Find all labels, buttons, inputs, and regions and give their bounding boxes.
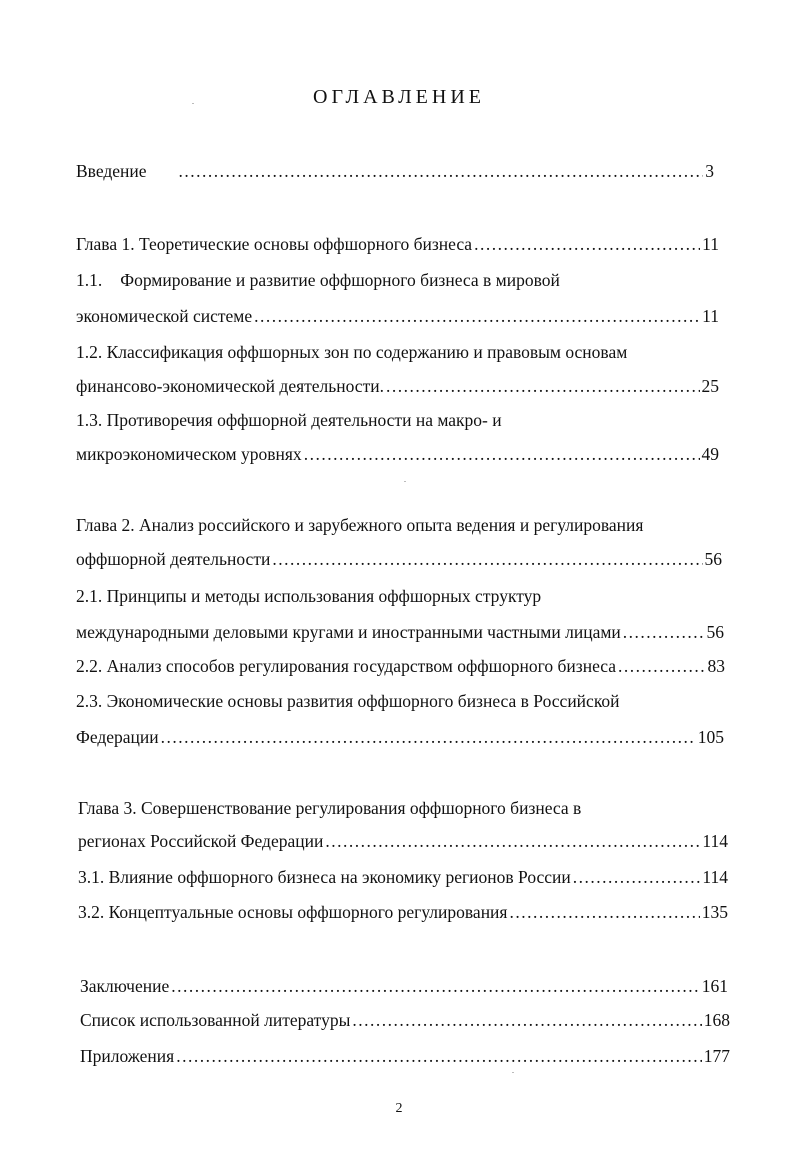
toc-entry-text: 3.1. Влияние оффшорного бизнеса на экономику регионов России xyxy=(78,867,571,887)
toc-entry-text: финансово-экономической деятельности. xyxy=(76,376,384,396)
scan-speck xyxy=(512,1072,514,1073)
toc-page-number: 161 xyxy=(701,976,728,996)
toc-entry-text: Список использованной литературы xyxy=(80,1010,351,1030)
scan-speck xyxy=(192,103,194,104)
dot-leader xyxy=(474,233,700,255)
toc-entry-text: 2.2. Анализ способов регулирования государством оффшорного бизнеса xyxy=(76,656,617,676)
dot-leader xyxy=(352,1009,701,1031)
toc-entry-text: Глава 1. Теоретические основы оффшорного бизнеса xyxy=(76,234,473,254)
dot-leader xyxy=(325,830,700,852)
toc-page-number: 168 xyxy=(703,1010,730,1030)
dot-leader xyxy=(573,866,701,888)
toc-page-number: 56 xyxy=(704,549,722,569)
toc-entry-text: Федерации xyxy=(76,727,159,747)
page-number: 2 xyxy=(395,1101,403,1116)
scan-speck xyxy=(404,481,406,482)
toc-page-number: 25 xyxy=(701,376,719,396)
toc-chapter-3 xyxy=(78,830,728,852)
toc-entry-intro xyxy=(76,160,714,182)
dot-leader xyxy=(304,443,700,465)
toc-entry-text: экономической системе xyxy=(76,306,253,326)
toc-entry-text: 3.2. Концептуальные основы оффшорного регулирования xyxy=(78,902,508,922)
toc-section-2-1 xyxy=(76,621,724,643)
toc-page-number: 11 xyxy=(702,234,719,254)
dot-leader xyxy=(618,655,705,677)
toc-chapter-1 xyxy=(76,233,719,255)
toc-page-number: 56 xyxy=(706,622,724,642)
toc-entry-text: Формирование и развитие оффшорного бизнеса в мировой xyxy=(120,270,560,290)
toc-entry-text: международными деловыми кругами и иностранными частными лицами xyxy=(76,622,621,642)
toc-section-2-1-line1: 2.1. Принципы и методы использования оффшорных структур xyxy=(76,586,542,606)
toc-section-2-3 xyxy=(76,726,724,748)
dot-leader xyxy=(161,726,696,748)
toc-page-number: 11 xyxy=(702,306,719,326)
dot-leader xyxy=(171,975,700,997)
toc-entry-text: микроэкономическом уровнях xyxy=(76,444,302,464)
dot-leader xyxy=(179,160,704,182)
toc-section-1-1 xyxy=(76,305,719,327)
dot-leader xyxy=(509,901,699,923)
toc-page-number: 3 xyxy=(705,161,714,181)
toc-section-3-1 xyxy=(78,866,728,888)
toc-page-number: 135 xyxy=(701,902,728,922)
toc-entry-conclusion xyxy=(80,975,728,997)
toc-entry-text: оффшорной деятельности xyxy=(76,549,271,569)
toc-page-number: 49 xyxy=(701,444,719,464)
toc-page-number: 83 xyxy=(707,656,725,676)
toc-section-1-2-line1: 1.2. Классификация оффшорных зон по содержанию и правовым основам xyxy=(76,342,628,362)
dot-leader xyxy=(176,1045,702,1067)
toc-section-number: 1.1. xyxy=(76,270,103,290)
toc-page-number: 177 xyxy=(703,1046,730,1066)
toc-entry-references xyxy=(80,1009,730,1031)
toc-section-1-2 xyxy=(76,375,719,397)
toc-entry-text: Введение xyxy=(76,161,147,181)
dot-leader xyxy=(623,621,705,643)
toc-section-2-3-line1: 2.3. Экономические основы развития оффшорного бизнеса в Российской xyxy=(76,691,620,711)
toc-entry-text: регионах Российской Федерации xyxy=(78,831,324,851)
toc-chapter-2 xyxy=(76,548,722,570)
dot-leader xyxy=(254,305,700,327)
toc-section-2-2 xyxy=(76,655,725,677)
toc-chapter-2-line1: Глава 2. Анализ российского и зарубежного опыта ведения и регулирования xyxy=(76,515,644,535)
toc-section-1-3 xyxy=(76,443,719,465)
page-title: ОГЛАВЛЕНИЕ xyxy=(313,86,485,108)
toc-page-number: 114 xyxy=(702,867,728,887)
dot-leader xyxy=(272,548,702,570)
toc-section-3-2 xyxy=(78,901,728,923)
toc-chapter-3-line1: Глава 3. Совершенствование регулирования оффшорного бизнеса в xyxy=(78,798,582,818)
toc-entry-text: Приложения xyxy=(80,1046,175,1066)
toc-entry-appendix xyxy=(80,1045,730,1067)
toc-section-1-1-line1 xyxy=(76,269,560,291)
toc-page-number: 105 xyxy=(697,727,724,747)
toc-section-1-3-line1: 1.3. Противоречия оффшорной деятельности на макро- и xyxy=(76,410,502,430)
toc-entry-text: Заключение xyxy=(80,976,170,996)
dot-leader xyxy=(386,375,700,397)
toc-page-number: 114 xyxy=(702,831,728,851)
